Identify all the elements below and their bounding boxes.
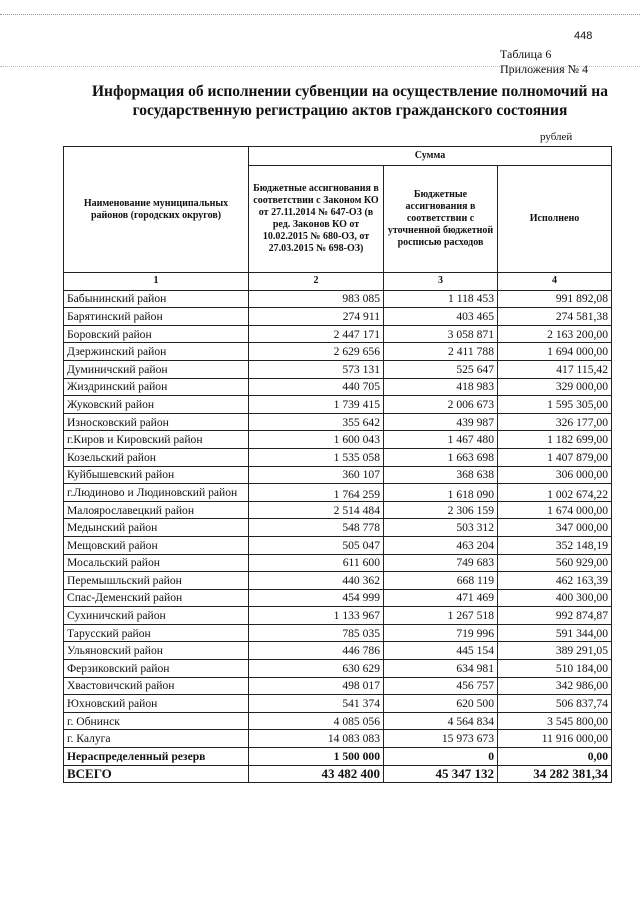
executed-value: 462 163,39 (498, 572, 612, 590)
table-row (64, 712, 612, 730)
table-row (64, 378, 612, 396)
table-row (64, 413, 612, 431)
table-row (64, 660, 612, 678)
budget-law-value: 573 131 (249, 360, 384, 378)
scan-top-rule (0, 14, 640, 15)
budget-law-value: 541 374 (249, 695, 384, 713)
budget-refined-value: 2 411 788 (384, 343, 498, 361)
table-row (64, 695, 612, 713)
budget-law-value: 611 600 (249, 554, 384, 572)
budget-law-value: 548 778 (249, 519, 384, 537)
budget-refined-value: 1 467 480 (384, 431, 498, 449)
column-index-1: 1 (64, 273, 249, 291)
executed-value: 326 177,00 (498, 413, 612, 431)
executed-value: 591 344,00 (498, 624, 612, 642)
executed-value: 1 595 305,00 (498, 396, 612, 414)
municipality-name: Жуковский район (64, 396, 249, 414)
budget-law-value: 440 362 (249, 572, 384, 590)
table-row (64, 748, 612, 766)
municipality-name: Бабынинский район (64, 290, 249, 308)
budget-refined-value: 1 618 090 (384, 484, 498, 502)
budget-refined-value: 456 757 (384, 677, 498, 695)
table-row (64, 308, 612, 326)
municipality-name: Тарусский район (64, 624, 249, 642)
executed-value: 1 694 000,00 (498, 343, 612, 361)
municipality-name: Козельский район (64, 448, 249, 466)
municipality-name: Барятинский район (64, 308, 249, 326)
municipality-name: Боровский район (64, 325, 249, 343)
municipality-name: Мещовский район (64, 536, 249, 554)
municipality-name: Дзержинский район (64, 343, 249, 361)
municipality-name: Спас-Деменский район (64, 589, 249, 607)
column-index-3: 3 (384, 273, 498, 291)
executed-value: 400 300,00 (498, 589, 612, 607)
executed-value: 991 892,08 (498, 290, 612, 308)
municipality-name: Мосальский район (64, 554, 249, 572)
budget-law-value: 1 500 000 (249, 748, 384, 766)
table-row (64, 484, 612, 502)
budget-law-value: 355 642 (249, 413, 384, 431)
budget-refined-value: 3 058 871 (384, 325, 498, 343)
budget-law-value: 4 085 056 (249, 712, 384, 730)
subvention-table (63, 146, 612, 783)
table-row (64, 501, 612, 519)
municipality-name: Жиздринский район (64, 378, 249, 396)
title-line-2: государственную регистрацию актов гражданского состояния (132, 102, 568, 119)
table-row (64, 431, 612, 449)
municipality-name: Сухиничский район (64, 607, 249, 625)
budget-refined-value: 463 204 (384, 536, 498, 554)
header-executed: Исполнено (498, 166, 612, 273)
budget-law-value: 360 107 (249, 466, 384, 484)
budget-refined-value: 418 983 (384, 378, 498, 396)
table-row (64, 572, 612, 590)
executed-value: 3 545 800,00 (498, 712, 612, 730)
title-line-1: Информация об исполнении субвенции на осуществление полномочий на (92, 83, 608, 100)
budget-law-value: 454 999 (249, 589, 384, 607)
executed-value: 510 184,00 (498, 660, 612, 678)
executed-value: 1 407 879,00 (498, 448, 612, 466)
document-title (60, 82, 640, 120)
table-row (64, 730, 612, 748)
municipality-name: г.Людиново и Людиновский район (64, 484, 249, 502)
executed-value: 347 000,00 (498, 519, 612, 537)
budget-refined-value: 445 154 (384, 642, 498, 660)
table-row (64, 589, 612, 607)
column-index-4: 4 (498, 273, 612, 291)
table-row (64, 360, 612, 378)
municipality-name: Перемышльский район (64, 572, 249, 590)
table-row (64, 290, 612, 308)
column-index-2: 2 (249, 273, 384, 291)
executed-value: 306 000,00 (498, 466, 612, 484)
budget-law-value: 43 482 400 (249, 765, 384, 783)
municipality-name: Юхновский район (64, 695, 249, 713)
budget-law-value: 1 600 043 (249, 431, 384, 449)
budget-refined-value: 1 267 518 (384, 607, 498, 625)
municipality-name: Износковский район (64, 413, 249, 431)
executed-value: 992 874,87 (498, 607, 612, 625)
budget-law-value: 983 085 (249, 290, 384, 308)
table-row (64, 607, 612, 625)
table-row (64, 519, 612, 537)
executed-value: 329 000,00 (498, 378, 612, 396)
budget-refined-value: 525 647 (384, 360, 498, 378)
table-row (64, 343, 612, 361)
municipality-name: г. Обнинск (64, 712, 249, 730)
budget-refined-value: 1 118 453 (384, 290, 498, 308)
budget-law-value: 2 629 656 (249, 343, 384, 361)
budget-refined-value: 668 119 (384, 572, 498, 590)
table-row (64, 554, 612, 572)
table-row (64, 765, 612, 783)
budget-refined-value: 4 564 834 (384, 712, 498, 730)
municipality-name: Ульяновский район (64, 642, 249, 660)
budget-law-value: 505 047 (249, 536, 384, 554)
executed-value: 0,00 (498, 748, 612, 766)
appendix-number: Приложения № 4 (500, 62, 589, 76)
table-row (64, 466, 612, 484)
budget-refined-value: 620 500 (384, 695, 498, 713)
header-budget-law: Бюджетные ассигнования в соответствии с Законом КО от 27.11.2014 № 647-ОЗ (в ред. Законов КО от 10.02.2015 № 680-ОЗ, от 27.03.2015 № 698-ОЗ) (249, 166, 384, 273)
budget-refined-value: 0 (384, 748, 498, 766)
executed-value: 2 163 200,00 (498, 325, 612, 343)
municipality-name: г. Калуга (64, 730, 249, 748)
table-row (64, 642, 612, 660)
executed-value: 389 291,05 (498, 642, 612, 660)
budget-refined-value: 1 663 698 (384, 448, 498, 466)
municipality-name: Хвастовичский район (64, 677, 249, 695)
budget-refined-value: 2 306 159 (384, 501, 498, 519)
budget-law-value: 2 447 171 (249, 325, 384, 343)
table-row (64, 536, 612, 554)
budget-law-value: 2 514 484 (249, 501, 384, 519)
executed-value: 1 182 699,00 (498, 431, 612, 449)
header-sum: Сумма (249, 147, 612, 166)
budget-refined-value: 45 347 132 (384, 765, 498, 783)
budget-law-value: 274 911 (249, 308, 384, 326)
table-row (64, 448, 612, 466)
municipality-name: Куйбышевский район (64, 466, 249, 484)
executed-value: 352 148,19 (498, 536, 612, 554)
executed-value: 342 986,00 (498, 677, 612, 695)
table-reference (500, 47, 588, 77)
page-number: 448 (574, 30, 593, 42)
table-row (64, 325, 612, 343)
budget-law-value: 785 035 (249, 624, 384, 642)
budget-law-value: 14 083 083 (249, 730, 384, 748)
executed-value: 1 674 000,00 (498, 501, 612, 519)
table-number: Таблица 6 (500, 47, 552, 61)
header-budget-refined: Бюджетные ассигнования в соответствии с уточненной бюджетной росписью расходов (384, 166, 498, 273)
executed-value: 417 115,42 (498, 360, 612, 378)
budget-law-value: 440 705 (249, 378, 384, 396)
executed-value: 34 282 381,34 (498, 765, 612, 783)
budget-refined-value: 439 987 (384, 413, 498, 431)
municipality-name: Думиничский район (64, 360, 249, 378)
municipality-name: г.Киров и Кировский район (64, 431, 249, 449)
budget-law-value: 1 535 058 (249, 448, 384, 466)
municipality-name: Нераспределенный резерв (64, 748, 249, 766)
budget-refined-value: 634 981 (384, 660, 498, 678)
table-row (64, 677, 612, 695)
table-row (64, 624, 612, 642)
executed-value: 1 002 674,22 (498, 484, 612, 502)
executed-value: 274 581,38 (498, 308, 612, 326)
budget-refined-value: 15 973 673 (384, 730, 498, 748)
budget-law-value: 1 133 967 (249, 607, 384, 625)
municipality-name: Ферзиковский район (64, 660, 249, 678)
executed-value: 506 837,74 (498, 695, 612, 713)
municipality-name: Медынский район (64, 519, 249, 537)
budget-refined-value: 471 469 (384, 589, 498, 607)
budget-refined-value: 368 638 (384, 466, 498, 484)
municipality-name: Малоярославецкий район (64, 501, 249, 519)
budget-refined-value: 2 006 673 (384, 396, 498, 414)
budget-refined-value: 503 312 (384, 519, 498, 537)
budget-law-value: 446 786 (249, 642, 384, 660)
executed-value: 560 929,00 (498, 554, 612, 572)
table-body (64, 290, 612, 783)
budget-law-value: 1 764 259 (249, 484, 384, 502)
budget-law-value: 1 739 415 (249, 396, 384, 414)
budget-law-value: 498 017 (249, 677, 384, 695)
budget-law-value: 630 629 (249, 660, 384, 678)
budget-refined-value: 719 996 (384, 624, 498, 642)
executed-value: 11 916 000,00 (498, 730, 612, 748)
budget-refined-value: 403 465 (384, 308, 498, 326)
header-municipality: Наименование муниципальных районов (городских округов) (64, 147, 249, 273)
budget-refined-value: 749 683 (384, 554, 498, 572)
currency-unit: рублей (540, 131, 573, 143)
municipality-name: ВСЕГО (64, 765, 249, 783)
table-row (64, 396, 612, 414)
